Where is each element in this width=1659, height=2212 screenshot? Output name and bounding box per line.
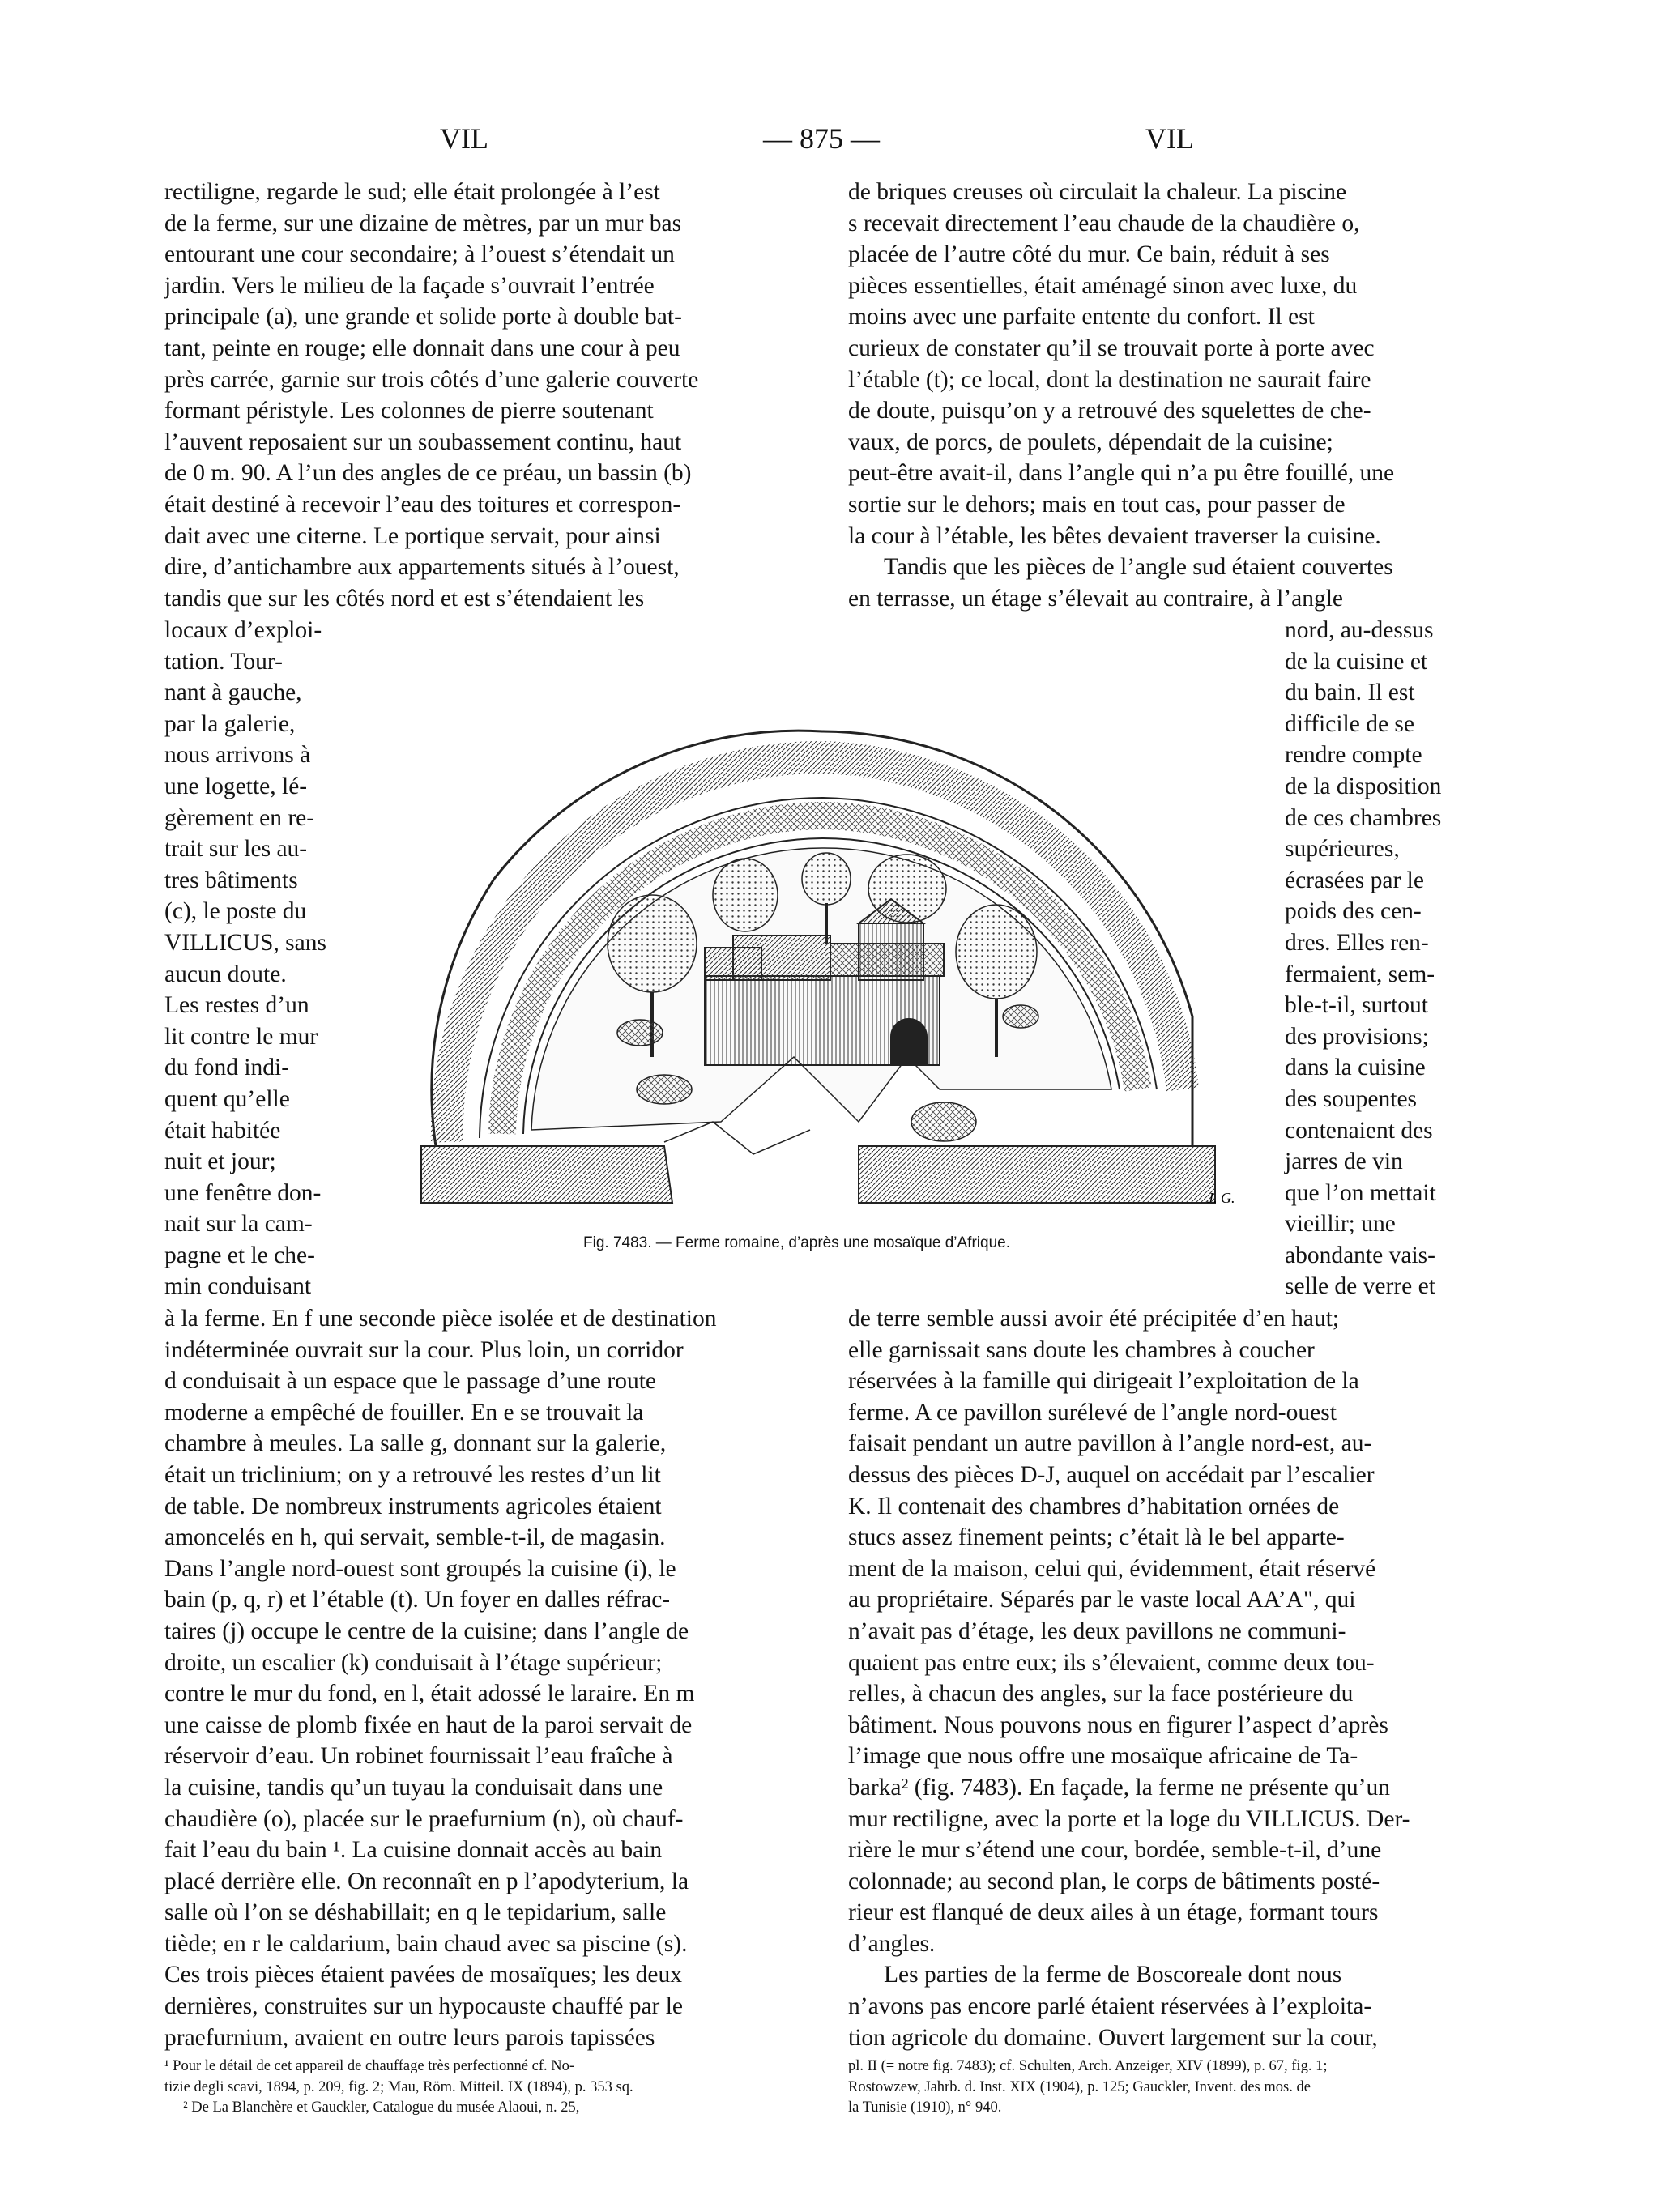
text-line: de 0 m. 90. A l’un des angles de ce préau, un bassin (b) xyxy=(164,460,692,487)
text-line: tandis que sur les côtés nord et est s’étendaient les xyxy=(164,585,645,612)
text-line: quent qu’elle xyxy=(164,1085,290,1112)
figure-caption: Fig. 7483. — Ferme romaine, d’après une mosaïque d’Afrique. xyxy=(583,1234,1010,1251)
text-line: dait avec une citerne. Le portique servait, pour ainsi xyxy=(164,522,661,549)
text-line: dres. Elles ren- xyxy=(1285,929,1429,956)
text-line: par la galerie, xyxy=(164,710,296,737)
text-line: pièces essentielles, était aménagé sinon avec luxe, du xyxy=(848,272,1358,299)
text-line: l’image que nous offre une mosaïque africaine de Ta- xyxy=(848,1743,1358,1770)
text-line: Dans l’angle nord-ouest sont groupés la cuisine (i), le xyxy=(164,1555,676,1582)
text-line: moins avec une parfaite entente du confort. Il est xyxy=(848,304,1315,330)
mosaic-figure xyxy=(373,636,1272,1223)
text-line: relles, à chacun des angles, sur la face postérieure du xyxy=(848,1681,1354,1707)
text-line: d’angles. xyxy=(848,1930,936,1957)
text-line: une fenêtre don- xyxy=(164,1179,322,1206)
text-line: d conduisait à un espace que le passage d’une route xyxy=(164,1368,656,1395)
text-line: près carrée, garnie sur trois côtés d’une galerie couverte xyxy=(164,366,699,393)
text-line: dernières, construites sur un hypocauste chauffé par le xyxy=(164,1993,684,2020)
text-line: stucs assez finement peints; c’était là le bel apparte- xyxy=(848,1524,1345,1551)
text-line: curieux de constater qu’il se trouvait porte à porte avec xyxy=(848,335,1375,361)
text-line: la Tunisie (1910), n° 940. xyxy=(848,2099,1002,2116)
page-number: — 875 — xyxy=(763,122,880,155)
text-line: bâtiment. Nous pouvons nous en figurer l’aspect d’après xyxy=(848,1711,1388,1738)
text-line: tation. Tour- xyxy=(164,648,283,675)
text-line: nord, au-dessus xyxy=(1285,617,1434,643)
text-line: n’avait pas d’étage, les deux pavillons ne communi- xyxy=(848,1617,1346,1644)
text-line: (c), le poste du xyxy=(164,898,307,925)
text-line: ble-t-il, surtout xyxy=(1285,992,1428,1019)
text-line: rière le mur s’étend une cour, bordée, semble-t-il, d’une xyxy=(848,1837,1382,1864)
figure-signature: J. G. xyxy=(1207,1190,1235,1206)
text-line: une logette, lé- xyxy=(164,773,308,799)
text-line: placé derrière elle. On reconnaît en p l’apodyterium, la xyxy=(164,1868,689,1894)
text-line: mur rectiligne, avec la porte et la loge du VILLICUS. Der- xyxy=(848,1805,1410,1832)
left-column-top xyxy=(164,177,804,614)
text-line: dire, d’antichambre aux appartements situés à l’ouest, xyxy=(164,554,680,581)
text-line: Tandis que les pièces de l’angle sud étaient couvertes xyxy=(884,554,1393,581)
text-line: pl. II (= notre fig. 7483); cf. Schulten, Arch. Anzeiger, XIV (1899), p. 67, fig. 1; xyxy=(848,2058,1328,2074)
text-line: salle où l’on se déshabillait; en q le tepidarium, salle xyxy=(164,1899,667,1926)
text-line: ferme. A ce pavillon surélevé de l’angle nord-ouest xyxy=(848,1399,1337,1426)
text-line: lit contre le mur xyxy=(164,1023,318,1050)
text-line: praefurnium, avaient en outre leurs parois tapissées xyxy=(164,2024,655,2051)
text-line: l’étable (t); ce local, dont la destination ne saurait faire xyxy=(848,366,1371,393)
text-line: ¹ Pour le détail de cet appareil de chauffage très perfectionné cf. No- xyxy=(164,2058,575,2074)
text-line: amoncelés en h, qui servait, semble-t-il, de magasin. xyxy=(164,1524,666,1551)
text-line: quaient pas entre eux; ils s’élevaient, comme deux tou- xyxy=(848,1649,1375,1676)
text-line: de table. De nombreux instruments agricoles étaient xyxy=(164,1493,662,1519)
text-line: pagne et le che- xyxy=(164,1242,315,1268)
text-line: chambre à meules. La salle g, donnant sur la galerie, xyxy=(164,1430,667,1457)
text-line: min conduisant xyxy=(164,1273,312,1300)
text-line: nant à gauche, xyxy=(164,680,302,706)
running-head-right: VIL xyxy=(1145,122,1194,155)
text-line: gèrement en re- xyxy=(164,804,315,831)
text-line: nait sur la cam- xyxy=(164,1211,313,1238)
text-line: écrasées par le xyxy=(1285,867,1424,893)
text-line: faisait pendant un autre pavillon à l’angle nord-est, au- xyxy=(848,1430,1372,1457)
text-line: vieillir; une xyxy=(1285,1211,1396,1238)
text-line: de la ferme, sur une dizaine de mètres, par un mur bas xyxy=(164,210,682,237)
text-line: selle de verre et xyxy=(1285,1273,1435,1300)
text-line: supérieures, xyxy=(1285,836,1400,863)
text-line: des provisions; xyxy=(1285,1023,1429,1050)
text-line: rectiligne, regarde le sud; elle était prolongée à l’est xyxy=(164,179,660,205)
text-line: entourant une cour secondaire; à l’ouest s’étendait un xyxy=(164,241,675,268)
text-line: — ² De La Blanchère et Gauckler, Catalogue du musée Alaoui, n. 25, xyxy=(164,2099,580,2116)
text-line: était un triclinium; on y a retrouvé les restes d’un lit xyxy=(164,1461,661,1488)
text-line: abondante vais- xyxy=(1285,1242,1435,1268)
right-footnotes xyxy=(848,2056,1493,2119)
text-line: du bain. Il est xyxy=(1285,680,1415,706)
text-line: tion agricole du domaine. Ouvert largement sur la cour, xyxy=(848,2024,1378,2051)
text-line: rieur est flanqué de deux ailes à un étage, formant tours xyxy=(848,1899,1379,1926)
text-line: de briques creuses où circulait la chaleur. La piscine xyxy=(848,179,1347,205)
text-line: de terre semble aussi avoir été précipitée d’en haut; xyxy=(848,1306,1340,1332)
text-line: Les parties de la ferme de Boscoreale dont nous xyxy=(884,1962,1342,1988)
text-line: moderne a empêché de fouiller. En e se trouvait la xyxy=(164,1399,644,1426)
text-line: difficile de se xyxy=(1285,710,1415,737)
text-line: K. Il contenait des chambres d’habitation ornées de xyxy=(848,1493,1340,1519)
text-line: réservoir d’eau. Un robinet fournissait l’eau fraîche à xyxy=(164,1743,673,1770)
text-line: une caisse de plomb fixée en haut de la paroi servait de xyxy=(164,1711,693,1738)
right-column-narrow xyxy=(1285,615,1493,1302)
text-line: poids des cen- xyxy=(1285,898,1422,925)
text-line: tizie degli scavi, 1894, p. 209, fig. 2; Mau, Röm. Mitteil. IX (1894), p. 353 sq. xyxy=(164,2078,633,2095)
text-line: à la ferme. En f une seconde pièce isolée et de destination xyxy=(164,1306,717,1332)
text-line: en terrasse, un étage s’élevait au contraire, à l’angle xyxy=(848,585,1343,612)
text-line: tant, peinte en rouge; elle donnait dans une cour à peu xyxy=(164,335,680,361)
running-head-left: VIL xyxy=(440,122,488,155)
text-line: taires (j) occupe le centre de la cuisine; dans l’angle de xyxy=(164,1617,689,1644)
text-line: VILLICUS, sans xyxy=(164,929,326,956)
text-line: ment de la maison, celui qui, évidemment, était réservé xyxy=(848,1555,1376,1582)
text-line: Rostowzew, Jahrb. d. Inst. XIX (1904), p. 125; Gauckler, Invent. des mos. de xyxy=(848,2078,1311,2095)
text-line: chaudière (o), placée sur le praefurnium (n), où chauf- xyxy=(164,1805,684,1832)
text-line: fait l’eau du bain ¹. La cuisine donnait accès au bain xyxy=(164,1837,663,1864)
text-line: sortie sur le dehors; mais en tout cas, pour passer de xyxy=(848,491,1346,518)
text-line: bain (p, q, r) et l’étable (t). Un foyer en dalles réfrac- xyxy=(164,1587,671,1613)
text-line: fermaient, sem- xyxy=(1285,961,1435,987)
right-column-bottom xyxy=(848,1303,1493,2053)
text-line: dans la cuisine xyxy=(1285,1055,1426,1081)
text-line: de la cuisine et xyxy=(1285,648,1428,675)
mosaic-semicircle xyxy=(421,731,1215,1203)
left-footnotes xyxy=(164,2056,804,2119)
text-line: colonnade; au second plan, le corps de bâtiments posté- xyxy=(848,1868,1380,1894)
text-line: tiède; en r le caldarium, bain chaud avec sa piscine (s). xyxy=(164,1930,688,1957)
text-line: au propriétaire. Séparés par le vaste local AA’A", qui xyxy=(848,1587,1356,1613)
text-line: des soupentes xyxy=(1285,1085,1418,1112)
text-line: locaux d’exploi- xyxy=(164,617,322,643)
text-line: de doute, puisqu’on y a retrouvé des squelettes de che- xyxy=(848,398,1371,424)
text-line: rendre compte xyxy=(1285,742,1422,769)
text-line: indéterminée ouvrait sur la cour. Plus loin, un corridor xyxy=(164,1336,684,1363)
left-column-bottom xyxy=(164,1303,804,2053)
text-line: nuit et jour; xyxy=(164,1149,276,1175)
text-line: l’auvent reposaient sur un soubassement continu, haut xyxy=(164,428,682,455)
text-line: réservées à la famille qui dirigeait l’exploitation de la xyxy=(848,1368,1359,1395)
text-line: principale (a), une grande et solide porte à double bat- xyxy=(164,304,682,330)
text-line: peut-être avait-il, dans l’angle qui n’a pu être fouillé, une xyxy=(848,460,1395,487)
text-line: elle garnissait sans doute les chambres à coucher xyxy=(848,1336,1315,1363)
text-line: n’avons pas encore parlé étaient réservées à l’exploita- xyxy=(848,1993,1372,2020)
text-line: droite, un escalier (k) conduisait à l’étage supérieur; xyxy=(164,1649,663,1676)
text-line: vaux, de porcs, de poulets, dépendait de la cuisine; xyxy=(848,428,1333,455)
right-column-top xyxy=(848,177,1493,614)
text-line: dessus des pièces D-J, auquel on accédait par l’escalier xyxy=(848,1461,1375,1488)
text-line: la cour à l’étable, les bêtes devaient traverser la cuisine. xyxy=(848,522,1381,549)
text-line: de la disposition xyxy=(1285,773,1442,799)
text-line: barka² (fig. 7483). En façade, la ferme ne présente qu’un xyxy=(848,1774,1391,1801)
text-line: jardin. Vers le milieu de la façade s’ouvrait l’entrée xyxy=(164,272,655,299)
text-line: était habitée xyxy=(164,1117,281,1144)
left-column-narrow xyxy=(164,615,373,1302)
text-line: contenaient des xyxy=(1285,1117,1433,1144)
text-line: était destiné à recevoir l’eau des toitures et correspon- xyxy=(164,491,681,518)
text-line: Ces trois pièces étaient pavées de mosaïques; les deux xyxy=(164,1962,682,1988)
text-line: la cuisine, tandis qu’un tuyau la conduisait dans une xyxy=(164,1774,663,1801)
text-line: du fond indi- xyxy=(164,1055,290,1081)
text-line: de ces chambres xyxy=(1285,804,1442,831)
text-line: Les restes d’un xyxy=(164,992,309,1019)
text-line: contre le mur du fond, en l, était adossé le laraire. En m xyxy=(164,1681,695,1707)
text-line: formant péristyle. Les colonnes de pierre soutenant xyxy=(164,398,654,424)
text-line: s recevait directement l’eau chaude de la chaudière o, xyxy=(848,210,1360,237)
text-line: jarres de vin xyxy=(1285,1149,1403,1175)
text-line: nous arrivons à xyxy=(164,742,311,769)
text-line: tres bâtiments xyxy=(164,867,298,893)
text-line: aucun doute. xyxy=(164,961,287,987)
text-line: trait sur les au- xyxy=(164,836,308,863)
text-line: placée de l’autre côté du mur. Ce bain, réduit à ses xyxy=(848,241,1330,268)
text-line: que l’on mettait xyxy=(1285,1179,1436,1206)
